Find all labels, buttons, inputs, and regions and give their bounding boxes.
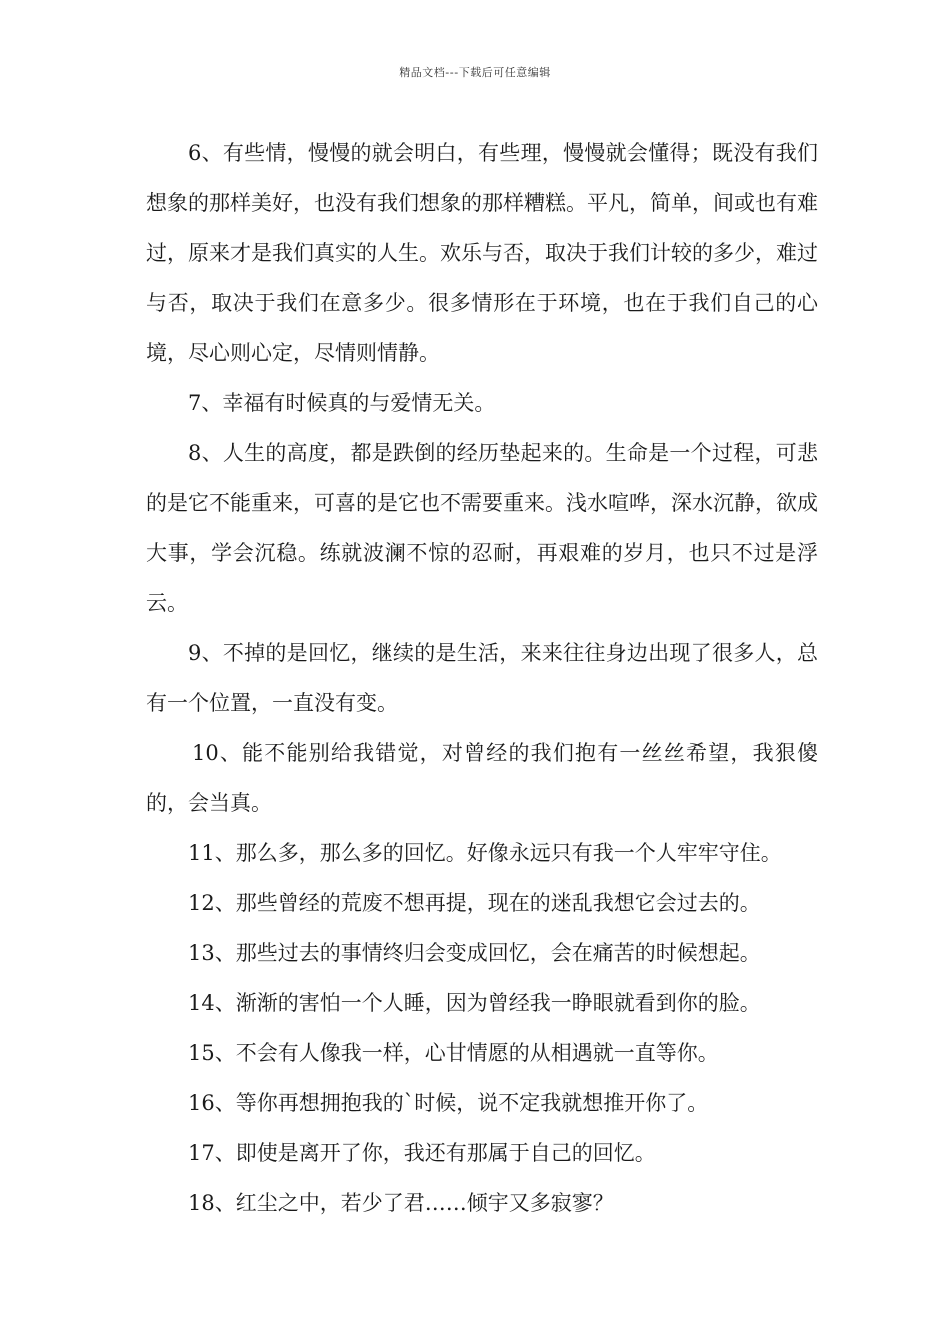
paragraph-9: 9、不掉的是回忆，继续的是生活，来来往往身边出现了很多人，总有一个位置，一直没有变。 [146,641,818,715]
paragraph-13: 13、那些过去的事情终归会变成回忆，会在痛苦的时候想起。 [188,941,761,965]
paragraph-6: 6、有些情，慢慢的就会明白，有些理，慢慢就会懂得；既没有我们想象的那样美好，也没有我们想象的那样糟糕。平凡，简单，间或也有难过，原来才是我们真实的人生。欢乐与否，取决于我们计较的多少，难过与否，取决于我们在意多少。很多情形在于环境，也在于我们自己的心境，尽心则心定，尽情则情静。 [146,141,818,365]
paragraph-15: 15、不会有人像我一样，心甘情愿的从相遇就一直等你。 [188,1041,719,1065]
paragraph-10: 10、能不能别给我错觉，对曾经的我们抱有一丝丝希望，我狠傻的，会当真。 [146,741,818,815]
paragraph-18: 18、红尘之中，若少了君……倾宇又多寂寥？ [188,1191,614,1215]
page-header: 精品文档---下载后可任意编辑 [399,66,551,79]
paragraph-7: 7、幸福有时候真的与爱情无关。 [188,391,496,415]
paragraph-16: 16、等你再想拥抱我的`时候，说不定我就想推开你了。 [188,1091,709,1115]
paragraph-14: 14、渐渐的害怕一个人睡，因为曾经我一睁眼就看到你的脸。 [188,991,761,1015]
document-body [146,128,818,1228]
paragraph-12: 12、那些曾经的荒废不想再提，现在的迷乱我想它会过去的。 [188,891,761,915]
paragraph-17: 17、即使是离开了你，我还有那属于自己的回忆。 [188,1141,656,1165]
paragraph-8: 8、人生的高度，都是跌倒的经历垫起来的。生命是一个过程，可悲的是它不能重来，可喜的是它也不需要重来。浅水喧哗，深水沉静，欲成大事，学会沉稳。练就波澜不惊的忍耐，再艰难的岁月，也只不过是浮云。 [146,441,818,615]
paragraph-11: 11、那么多，那么多的回忆。好像永远只有我一个人牢牢守住。 [188,841,782,865]
